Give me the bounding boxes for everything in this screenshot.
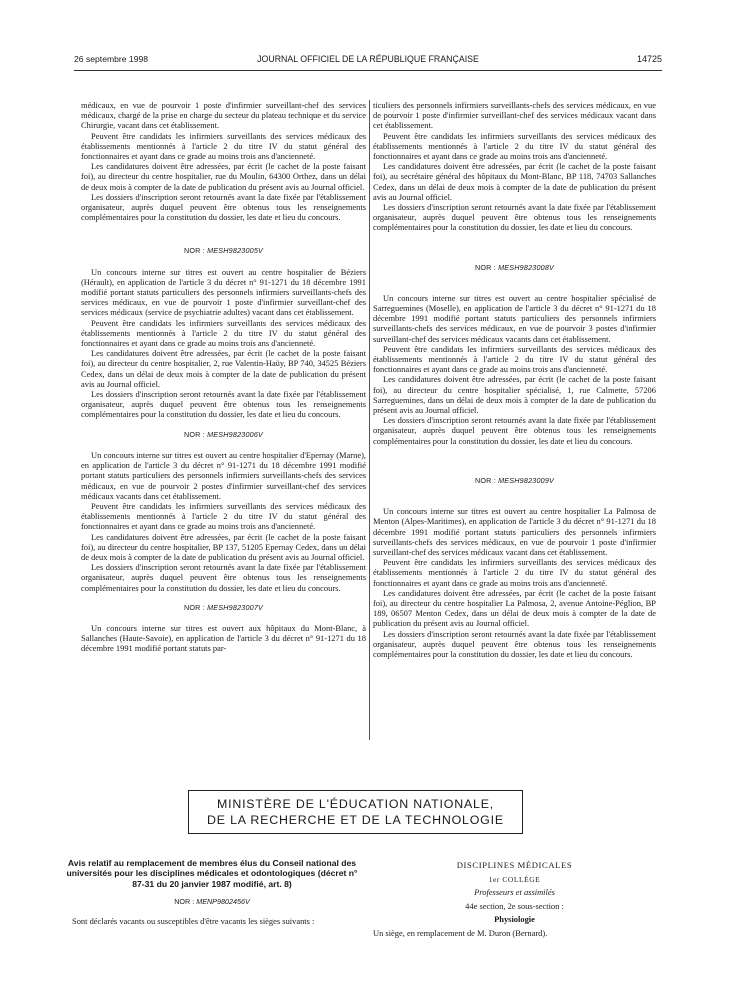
paragraph: Les dossiers d'inscription seront retournés avant la date fixée par l'établissement organisateur, auprès duquel peuvent être obtenus tous les renseignements complémentaires pour la constitution du dossier, les date et lieu du concours. <box>81 191 366 223</box>
nor-label: NOR : <box>474 262 496 272</box>
paragraph: Un concours interne sur titres est ouvert au centre hospitalier de Béziers (Hérault), en application de l'article 3 du décret n° 91-1271 du 18 décembre 1991 modifié portant statuts particuliers des personnels infirmiers surveillants-chefs des services médicaux, en vue de pourvoir 1 poste d'infirmier surveillant-chef des services médicaux (service de psychiatrie adultes) vacant dans cet établissement. <box>81 266 366 318</box>
right-column <box>373 100 656 659</box>
header-rule <box>74 70 662 71</box>
nor-label: NOR : <box>183 246 205 256</box>
nor-reference <box>62 897 362 906</box>
nor-reference <box>81 430 366 440</box>
paragraph: ticuliers des personnels infirmiers surveillants-chefs des services médicaux, en vue de pourvoir 1 poste d'infirmier surveillant-chef des services médicaux vacant dans cet établissement. <box>373 100 656 131</box>
page-number: 14725 <box>636 54 662 64</box>
nor-reference <box>373 263 656 273</box>
paragraph: Peuvent être candidats les infirmiers surveillants des services médicaux des établissements mentionnés à l'article 2 du titre IV du statut général des fonctionnaires et ayant dans ce grade au moins trois ans d'ancienneté. <box>81 500 366 532</box>
ministry-line-1: MINISTÈRE DE L'ÉDUCATION NATIONALE, <box>216 797 495 811</box>
ministry-heading-box <box>188 790 523 834</box>
paragraph: Les candidatures doivent être adressées, par écrit (le cachet de la poste faisant foi), au directeur du centre hospitalier La Palmosa, 2, avenue Antoine-Péglion, BP 189, 06507 Menton Cedex, dans un délai de deux mois à compter de la date de publication du présent avis au Journal officiel. <box>373 587 656 629</box>
column-divider <box>369 100 370 740</box>
issue-date: 26 septembre 1998 <box>74 54 149 64</box>
siege-text: Un siège, en remplacement de M. Duron (Bernard). <box>373 927 548 938</box>
professeurs-label: Professeurs et assimilés <box>474 887 555 898</box>
paragraph: Peuvent être candidats les infirmiers surveillants des services médicaux des établissements mentionnés à l'article 2 du titre IV du statut général des fonctionnaires et ayant dans ce grade au moins trois ans d'ancienneté. <box>373 343 656 375</box>
avis-text: Sont déclarés vacants ou susceptibles d'être vacants les sièges suivants : <box>72 916 315 927</box>
nor-code: MENP9802456V <box>196 897 250 907</box>
paragraph: médicaux, en vue de pourvoir 1 poste d'infirmier surveillant-chef des services médicaux, chargé de la prise en charge du secteur du plateau technique et du service Chirurgie, vacant dans cet établissement. <box>81 100 366 131</box>
nor-reference <box>373 476 656 486</box>
nor-code: MESH9823005V <box>207 246 264 256</box>
paragraph: Peuvent être candidats les infirmiers surveillants des services médicaux des établissements mentionnés à l'article 2 du titre IV du statut général des fonctionnaires et ayant dans ce grade au moins trois ans d'ancienneté. <box>81 130 366 162</box>
paragraph: Peuvent être candidats les infirmiers surveillants des services médicaux des établissements mentionnés à l'article 2 du titre IV du statut général des fonctionnaires et ayant dans ce grade au moins trois ans d'ancienneté. <box>373 557 656 588</box>
nor-reference <box>81 603 366 613</box>
paragraph: Les candidatures doivent être adressées, par écrit (le cachet de la poste faisant foi), au directeur du centre hospitalier, rue du Moulin, 64300 Orthez, dans un délai de deux mois à compter de la date de publication du présent avis au Journal officiel. <box>81 161 366 192</box>
nor-code: MESH9823009V <box>498 475 555 485</box>
section-label: 44e section, 2e sous-section : <box>465 900 564 911</box>
paragraph: Les candidatures doivent être adressées, par écrit (le cachet de la poste faisant foi), au secrétaire général des hôpitaux du Mont-Blanc, BP 118, 74703 Sallanches Cedex, dans un délai de deux mois à compter de la date de publication du présent avis au Journal officiel. <box>373 161 656 202</box>
nor-code: MESH9823008V <box>498 262 555 272</box>
nor-reference <box>81 246 366 256</box>
paragraph: Les candidatures doivent être adressées, par écrit (le cachet de la poste faisant foi), au directeur du centre hospitalier, BP 137, 51205 Epernay Cedex, dans un délai de deux mois à compter de la date de publication du présent avis au Journal officiel. <box>81 531 366 562</box>
college-label: 1er COLLÈGE <box>488 874 541 884</box>
nor-code: MESH9823006V <box>207 429 264 439</box>
avis-title: Avis relatif au remplacement de membres élus du Conseil national des universités pour les disciplines médicales et odontologiques (décret n° 87-31 du 20 janvier 1987 modifié, art. 8) <box>66 858 358 889</box>
paragraph: Les candidatures doivent être adressées, par écrit (le cachet de la poste faisant foi), au directeur du centre hospitalier, 2, rue Valentin-Haüy, BP 740, 34525 Béziers Cedex, dans un délai de deux mois à compter de la date de publication du présent avis au Journal officiel. <box>81 348 366 389</box>
nor-label: NOR : <box>183 429 205 439</box>
ministry-line-2: DE LA RECHERCHE ET DE LA TECHNOLOGIE <box>207 813 504 827</box>
avis-block <box>62 858 362 926</box>
paragraph: Les dossiers d'inscription seront retournés avant la date fixée par l'établissement organisateur, auprès duquel peuvent être obtenus tous les renseignements complémentaires pour la constitution du dossier, les date et lieu du concours. <box>373 628 656 659</box>
paragraph: Un concours interne sur titres est ouvert au centre hospitalier d'Epernay (Marne), en application de l'article 3 du décret n° 91-1271 du 18 décembre 1991 modifié portant statuts particuliers des personnels infirmiers surveillants-chefs des services médicaux, en vue de pourvoir 2 postes d'infirmier surveillant-chef des services médicaux vacants dans cet établissement. <box>81 449 366 501</box>
paragraph: Peuvent être candidats les infirmiers surveillants des services médicaux des établissements mentionnés à l'article 2 du titre IV du statut général des fonctionnaires et ayant dans ce grade au moins trois ans d'ancienneté. <box>81 317 366 349</box>
paragraph: Un concours interne sur titres est ouvert au centre hospitalier La Palmosa de Menton (Alpes-Maritimes), en application de l'article 3 du décret n° 91-1271 du 18 décembre 1991 modifié portant statuts particuliers des personnels infirmiers surveillants-chefs des services médicaux, en vue de pourvoir 1 poste d'infirmier surveillant-chef des services médicaux vacant dans cet établissement. <box>373 506 656 557</box>
disciplines-heading: DISCIPLINES MÉDICALES <box>456 860 573 870</box>
paragraph: Les dossiers d'inscription seront retournés avant la date fixée par l'établissement organisateur, auprès duquel peuvent être obtenus tous les renseignements complémentaires pour la constitution du dossier, les date et lieu du concours. <box>81 389 366 420</box>
paragraph: Les dossiers d'inscription seront retournés avant la date fixée par l'établissement organisateur, auprès duquel peuvent être obtenus tous les renseignements complémentaires pour la constitution du dossier, les date et lieu du concours. <box>81 562 366 593</box>
paragraph: Peuvent être candidats les infirmiers surveillants des services médicaux des établissements mentionnés à l'article 2 du titre IV du statut général des fonctionnaires et ayant dans ce grade au moins trois ans d'ancienneté. <box>373 130 656 162</box>
physiologie-label: Physiologie <box>494 914 535 925</box>
left-column <box>81 100 366 654</box>
paragraph: Les candidatures doivent être adressées, par écrit (le cachet de la poste faisant foi), au directeur du centre hospitalier spécialisé, 1, rue Calmette, 57206 Sarreguemines, dans un délai de deux mois à compter de la date de publication du présent avis au Journal officiel. <box>373 374 656 416</box>
journal-title: JOURNAL OFFICIEL DE LA RÉPUBLIQUE FRANÇAISE <box>257 54 479 64</box>
paragraph: Les dossiers d'inscription seront retournés avant la date fixée par l'établissement organisateur, auprès duquel peuvent être obtenus tous les renseignements complémentaires pour la constitution du dossier, les date et lieu du concours. <box>373 202 656 233</box>
paragraph: Un concours interne sur titres est ouvert aux hôpitaux du Mont-Blanc, à Sallanches (Haute-Savoie), en application de l'article 3 du décret n° 91-1271 du 18 décembre 1991 modifié portant statuts par- <box>81 622 366 654</box>
paragraph: Les dossiers d'inscription seront retournés avant la date fixée par l'établissement organisateur, auprès duquel peuvent être obtenus tous les renseignements complémentaires pour la constitution du dossier, les date et lieu du concours. <box>373 415 656 446</box>
nor-label: NOR : <box>174 897 195 907</box>
paragraph: Un concours interne sur titres est ouvert au centre hospitalier spécialisé de Sarreguemines (Moselle), en application de l'article 3 du décret n° 91-1271 du 18 décembre 1991 modifié portant statuts particuliers des personnels infirmiers surveillants-chefs des services médicaux, en vue de pourvoir 3 postes d'infirmier surveillant-chef des services médicaux vacants dans cet établissement. <box>373 292 656 344</box>
nor-label: NOR : <box>474 475 496 485</box>
page-header <box>74 54 662 68</box>
disciplines-block <box>373 860 656 940</box>
nor-code: MESH9823007V <box>207 602 264 612</box>
nor-label: NOR : <box>183 602 205 612</box>
